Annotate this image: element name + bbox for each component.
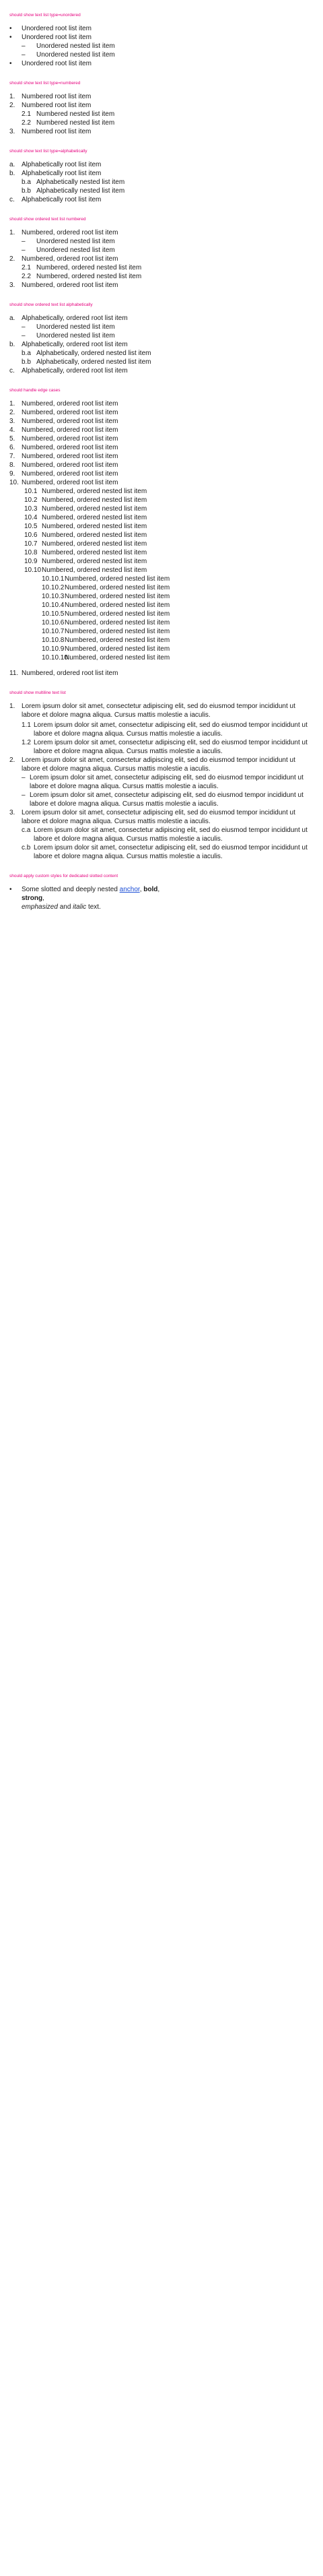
section-title-multiline: should show multiline text list (9, 690, 66, 695)
list-item: Numbered, ordered root list item (22, 453, 118, 460)
list-marker: a. (9, 161, 15, 168)
list-marker: 10.8 (24, 549, 38, 556)
ordered-numbered-list (9, 228, 314, 290)
list-marker: 10.9 (24, 558, 38, 565)
list-marker: 1. (9, 93, 15, 100)
nested-list-item: Unordered nested list item (36, 332, 115, 340)
nested-list-item: Lorem ipsum dolor sit amet, consectetur adipiscing elit, sed do eiusmod tempor incididunt ut labore et dolore magna aliqua. Cursus mattis molestie a iaculis. (34, 721, 308, 738)
separator: , (157, 886, 160, 893)
bullet-icon (9, 59, 22, 68)
separator: , (139, 886, 144, 893)
list-marker: b. (9, 341, 15, 348)
nested-list-item: Numbered nested list item (36, 119, 115, 127)
section-title-ordered-alphabetically: should show ordered text list alphabetically (9, 302, 93, 307)
text-suffix: text. (86, 903, 101, 911)
list-marker: b. (9, 170, 15, 177)
nested-list-item: Numbered, ordered nested list item (42, 488, 147, 495)
list-marker: 10.10.4 (42, 602, 65, 609)
nested-list-item: Numbered, ordered nested list item (42, 496, 147, 504)
list-marker: 10.10.7 (42, 628, 65, 635)
list-item: Numbered, ordered root list item (22, 400, 118, 408)
deep-nested-list-item: Numbered, ordered nested list item (65, 619, 170, 626)
list-item: Unordered root list item (22, 25, 92, 32)
deep-nested-list-item: Numbered, ordered nested list item (65, 584, 170, 591)
list-item: Numbered, ordered root list item (22, 470, 118, 478)
edge-case-list (9, 399, 314, 678)
list-marker: 10.7 (24, 540, 38, 548)
nested-list-item: Numbered, ordered nested list item (42, 514, 147, 521)
unordered-list (9, 24, 314, 68)
deep-nested-list-item: Numbered, ordered nested list item (65, 654, 170, 662)
section-title-alphabetically: should show text list type=alphabetically (9, 149, 87, 154)
list-marker: 10.10.9 (42, 645, 65, 653)
list-item: Numbered root list item (22, 102, 92, 109)
list-item: Numbered root list item (22, 93, 92, 100)
list-marker: c.b (22, 844, 31, 851)
ordered-alphabetical-list (9, 314, 314, 375)
bold-text: bold (143, 886, 158, 893)
deep-nested-list-item: Numbered, ordered nested list item (65, 610, 170, 618)
list-item: Numbered, ordered root list item (22, 282, 118, 289)
bullet-icon (9, 33, 22, 42)
list-marker: 10.4 (24, 514, 38, 521)
list-marker: 5. (9, 435, 15, 443)
section-title-edge-cases: should handle edge cases (9, 388, 61, 393)
nested-list-item: Numbered, ordered nested list item (42, 523, 147, 530)
list-item: Numbered, ordered root list item (22, 479, 118, 486)
list-item: Numbered, ordered root list item (22, 255, 118, 263)
list-marker: 1. (9, 703, 15, 710)
custom-styles-list (9, 885, 314, 911)
list-marker: 3. (9, 128, 15, 135)
list-marker: 10.1 (24, 488, 38, 495)
list-marker: b.a (22, 179, 31, 186)
nested-list-item: Unordered nested list item (36, 238, 115, 245)
nested-list-item: Lorem ipsum dolor sit amet, consectetur adipiscing elit, sed do eiusmod tempor incididunt ut labore et dolore magna aliqua. Cursus mattis molestie a iaculis. (34, 739, 308, 755)
dash-icon (22, 246, 36, 255)
nested-list-item: Alphabetically nested list item (36, 187, 125, 195)
list-item: Lorem ipsum dolor sit amet, consectetur adipiscing elit, sed do eiusmod tempor incididunt ut labore et dolore magna aliqua. Cursus mattis molestie a iaculis. (22, 809, 295, 825)
list-marker: 10.10.1 (42, 575, 65, 583)
nested-list-item: Numbered, ordered nested list item (42, 549, 147, 556)
list-item: Numbered, ordered root list item (22, 229, 118, 236)
list-item: Numbered, ordered root list item (22, 418, 118, 425)
list-marker: 10.6 (24, 532, 38, 539)
list-marker: 2. (9, 102, 15, 109)
list-marker: 2. (9, 756, 15, 764)
nested-list-item: Numbered, ordered nested list item (42, 558, 147, 565)
dash-icon (22, 42, 36, 51)
section-title-custom-styles: should apply custom styles for dedicated slotted content (9, 874, 118, 878)
list-marker: c. (9, 196, 15, 203)
nested-list-item: Numbered, ordered nested list item (42, 567, 147, 574)
list-marker: 10.10.2 (42, 584, 65, 591)
nested-list-item: Alphabetically nested list item (36, 179, 125, 186)
list-item: Alphabetically, ordered root list item (22, 367, 128, 375)
nested-list-item: Numbered, ordered nested list item (42, 532, 147, 539)
list-marker: 10.2 (24, 496, 38, 504)
nested-list-item: Lorem ipsum dolor sit amet, consectetur adipiscing elit, sed do eiusmod tempor incididunt ut labore et dolore magna aliqua. Cursus mattis molestie a iaculis. (30, 774, 303, 790)
dash-icon (22, 331, 36, 340)
list-item (22, 885, 183, 911)
list-marker: b.b (22, 187, 31, 195)
list-marker: 10.10 (24, 567, 42, 574)
list-marker: 7. (9, 453, 15, 460)
list-marker: 1. (9, 400, 15, 408)
dash-icon (22, 323, 36, 331)
list-marker: 10.10.3 (42, 593, 65, 600)
list-item: Numbered, ordered root list item (22, 444, 118, 451)
list-marker: 2.1 (22, 110, 31, 118)
nested-list-item: Unordered nested list item (36, 247, 115, 254)
list-item: Alphabetically, ordered root list item (22, 341, 128, 348)
page-root (0, 12, 323, 925)
list-item: Alphabetically root list item (22, 170, 102, 177)
list-marker: c.a (22, 827, 31, 834)
list-item: Numbered, ordered root list item (22, 409, 118, 416)
multiline-list (9, 702, 314, 861)
list-marker: 10.10.5 (42, 610, 65, 618)
dash-icon (22, 51, 36, 59)
nested-list-item: Lorem ipsum dolor sit amet, consectetur adipiscing elit, sed do eiusmod tempor incididunt ut labore et dolore magna aliqua. Cursus mattis molestie a iaculis. (30, 792, 303, 808)
list-item: Lorem ipsum dolor sit amet, consectetur adipiscing elit, sed do eiusmod tempor incididunt ut labore et dolore magna aliqua. Cursus mattis molestie a iaculis. (22, 756, 295, 773)
list-marker: 2. (9, 409, 15, 416)
list-marker: b.b (22, 358, 31, 366)
dash-icon (22, 237, 36, 246)
list-marker: 1.2 (22, 739, 31, 746)
nested-list-item: Alphabetically, ordered nested list item (36, 358, 151, 366)
nested-list-item: Unordered nested list item (36, 51, 115, 59)
list-item: Unordered root list item (22, 60, 92, 67)
list-item: Lorem ipsum dolor sit amet, consectetur adipiscing elit, sed do eiusmod tempor incididunt ut labore et dolore magna aliqua. Cursus mattis molestie a iaculis. (22, 703, 295, 719)
list-item: Alphabetically root list item (22, 161, 102, 168)
list-marker: 3. (9, 809, 15, 816)
bullet-icon (9, 24, 22, 33)
numbered-list (9, 92, 314, 136)
anchor-link[interactable]: anchor (119, 886, 140, 893)
list-marker: 8. (9, 461, 15, 469)
conjunction: and (57, 903, 73, 911)
nested-list-item: Unordered nested list item (36, 42, 115, 50)
list-marker: c. (9, 367, 15, 375)
list-marker: 2.2 (22, 273, 31, 280)
deep-nested-list-item: Numbered, ordered nested list item (65, 602, 170, 609)
nested-list-item: Alphabetically, ordered nested list item (36, 350, 151, 357)
nested-list-item: Numbered, ordered nested list item (36, 273, 142, 280)
list-marker: 2. (9, 255, 15, 263)
text-prefix: Some slotted and deeply nested (22, 886, 120, 893)
nested-list-item: Unordered nested list item (36, 323, 115, 331)
section-title-ordered-numbered: should show ordered text list numbered (9, 217, 86, 222)
nested-list-item: Lorem ipsum dolor sit amet, consectetur adipiscing elit, sed do eiusmod tempor incididunt ut labore et dolore magna aliqua. Cursus mattis molestie a iaculis. (34, 844, 308, 860)
list-marker: 10.10.8 (42, 637, 65, 644)
deep-nested-list-item: Numbered, ordered nested list item (65, 645, 170, 653)
dash-icon (22, 791, 30, 800)
list-marker: 4. (9, 426, 15, 434)
list-marker: 11. (9, 670, 19, 677)
list-marker: 3. (9, 418, 15, 425)
nested-list-item: Numbered nested list item (36, 110, 115, 118)
deep-nested-list-item: Numbered, ordered nested list item (65, 593, 170, 600)
section-title-numbered: should show text list type=numbered (9, 81, 81, 86)
list-item: Alphabetically, ordered root list item (22, 315, 128, 322)
list-marker: 2.1 (22, 264, 31, 271)
nested-list-item: Numbered, ordered nested list item (42, 540, 147, 548)
deep-nested-list-item: Numbered, ordered nested list item (65, 637, 170, 644)
list-item: Unordered root list item (22, 34, 92, 41)
list-marker: 10.10.6 (42, 619, 65, 626)
list-marker: b.a (22, 350, 31, 357)
list-marker: 2.2 (22, 119, 31, 127)
nested-list-item: Numbered, ordered nested list item (42, 505, 147, 513)
list-item: Numbered root list item (22, 128, 92, 135)
nested-list-item: Lorem ipsum dolor sit amet, consectetur adipiscing elit, sed do eiusmod tempor incididunt ut labore et dolore magna aliqua. Cursus mattis molestie a iaculis. (34, 827, 308, 843)
italic-text: italic (73, 903, 87, 911)
deep-nested-list-item: Numbered, ordered nested list item (65, 628, 170, 635)
list-item: Numbered, ordered root list item (22, 426, 118, 434)
emphasized-text: emphasized (22, 903, 58, 911)
strong-text: strong (22, 895, 43, 902)
list-marker: 9. (9, 470, 15, 478)
list-marker: 10.10.10 (42, 654, 68, 662)
list-marker: 1. (9, 229, 15, 236)
list-marker: 10. (9, 479, 19, 486)
list-marker: 3. (9, 282, 15, 289)
list-marker: 6. (9, 444, 15, 451)
nested-list-item: Numbered, ordered nested list item (36, 264, 142, 271)
list-marker: 10.3 (24, 505, 38, 513)
list-item: Alphabetically root list item (22, 196, 102, 203)
deep-nested-list-item: Numbered, ordered nested list item (65, 575, 170, 583)
dash-icon (22, 773, 30, 782)
list-marker: 10.5 (24, 523, 38, 530)
list-item: Numbered, ordered root list item (22, 670, 118, 677)
list-item: Numbered, ordered root list item (22, 435, 118, 443)
section-title-unordered: should show text list type=unordered (9, 13, 81, 18)
separator: , (42, 895, 44, 902)
list-marker: a. (9, 315, 15, 322)
list-item: Numbered, ordered root list item (22, 461, 118, 469)
bullet-icon (9, 885, 22, 894)
alphabetical-list (9, 160, 314, 204)
list-marker: 1.1 (22, 721, 31, 729)
